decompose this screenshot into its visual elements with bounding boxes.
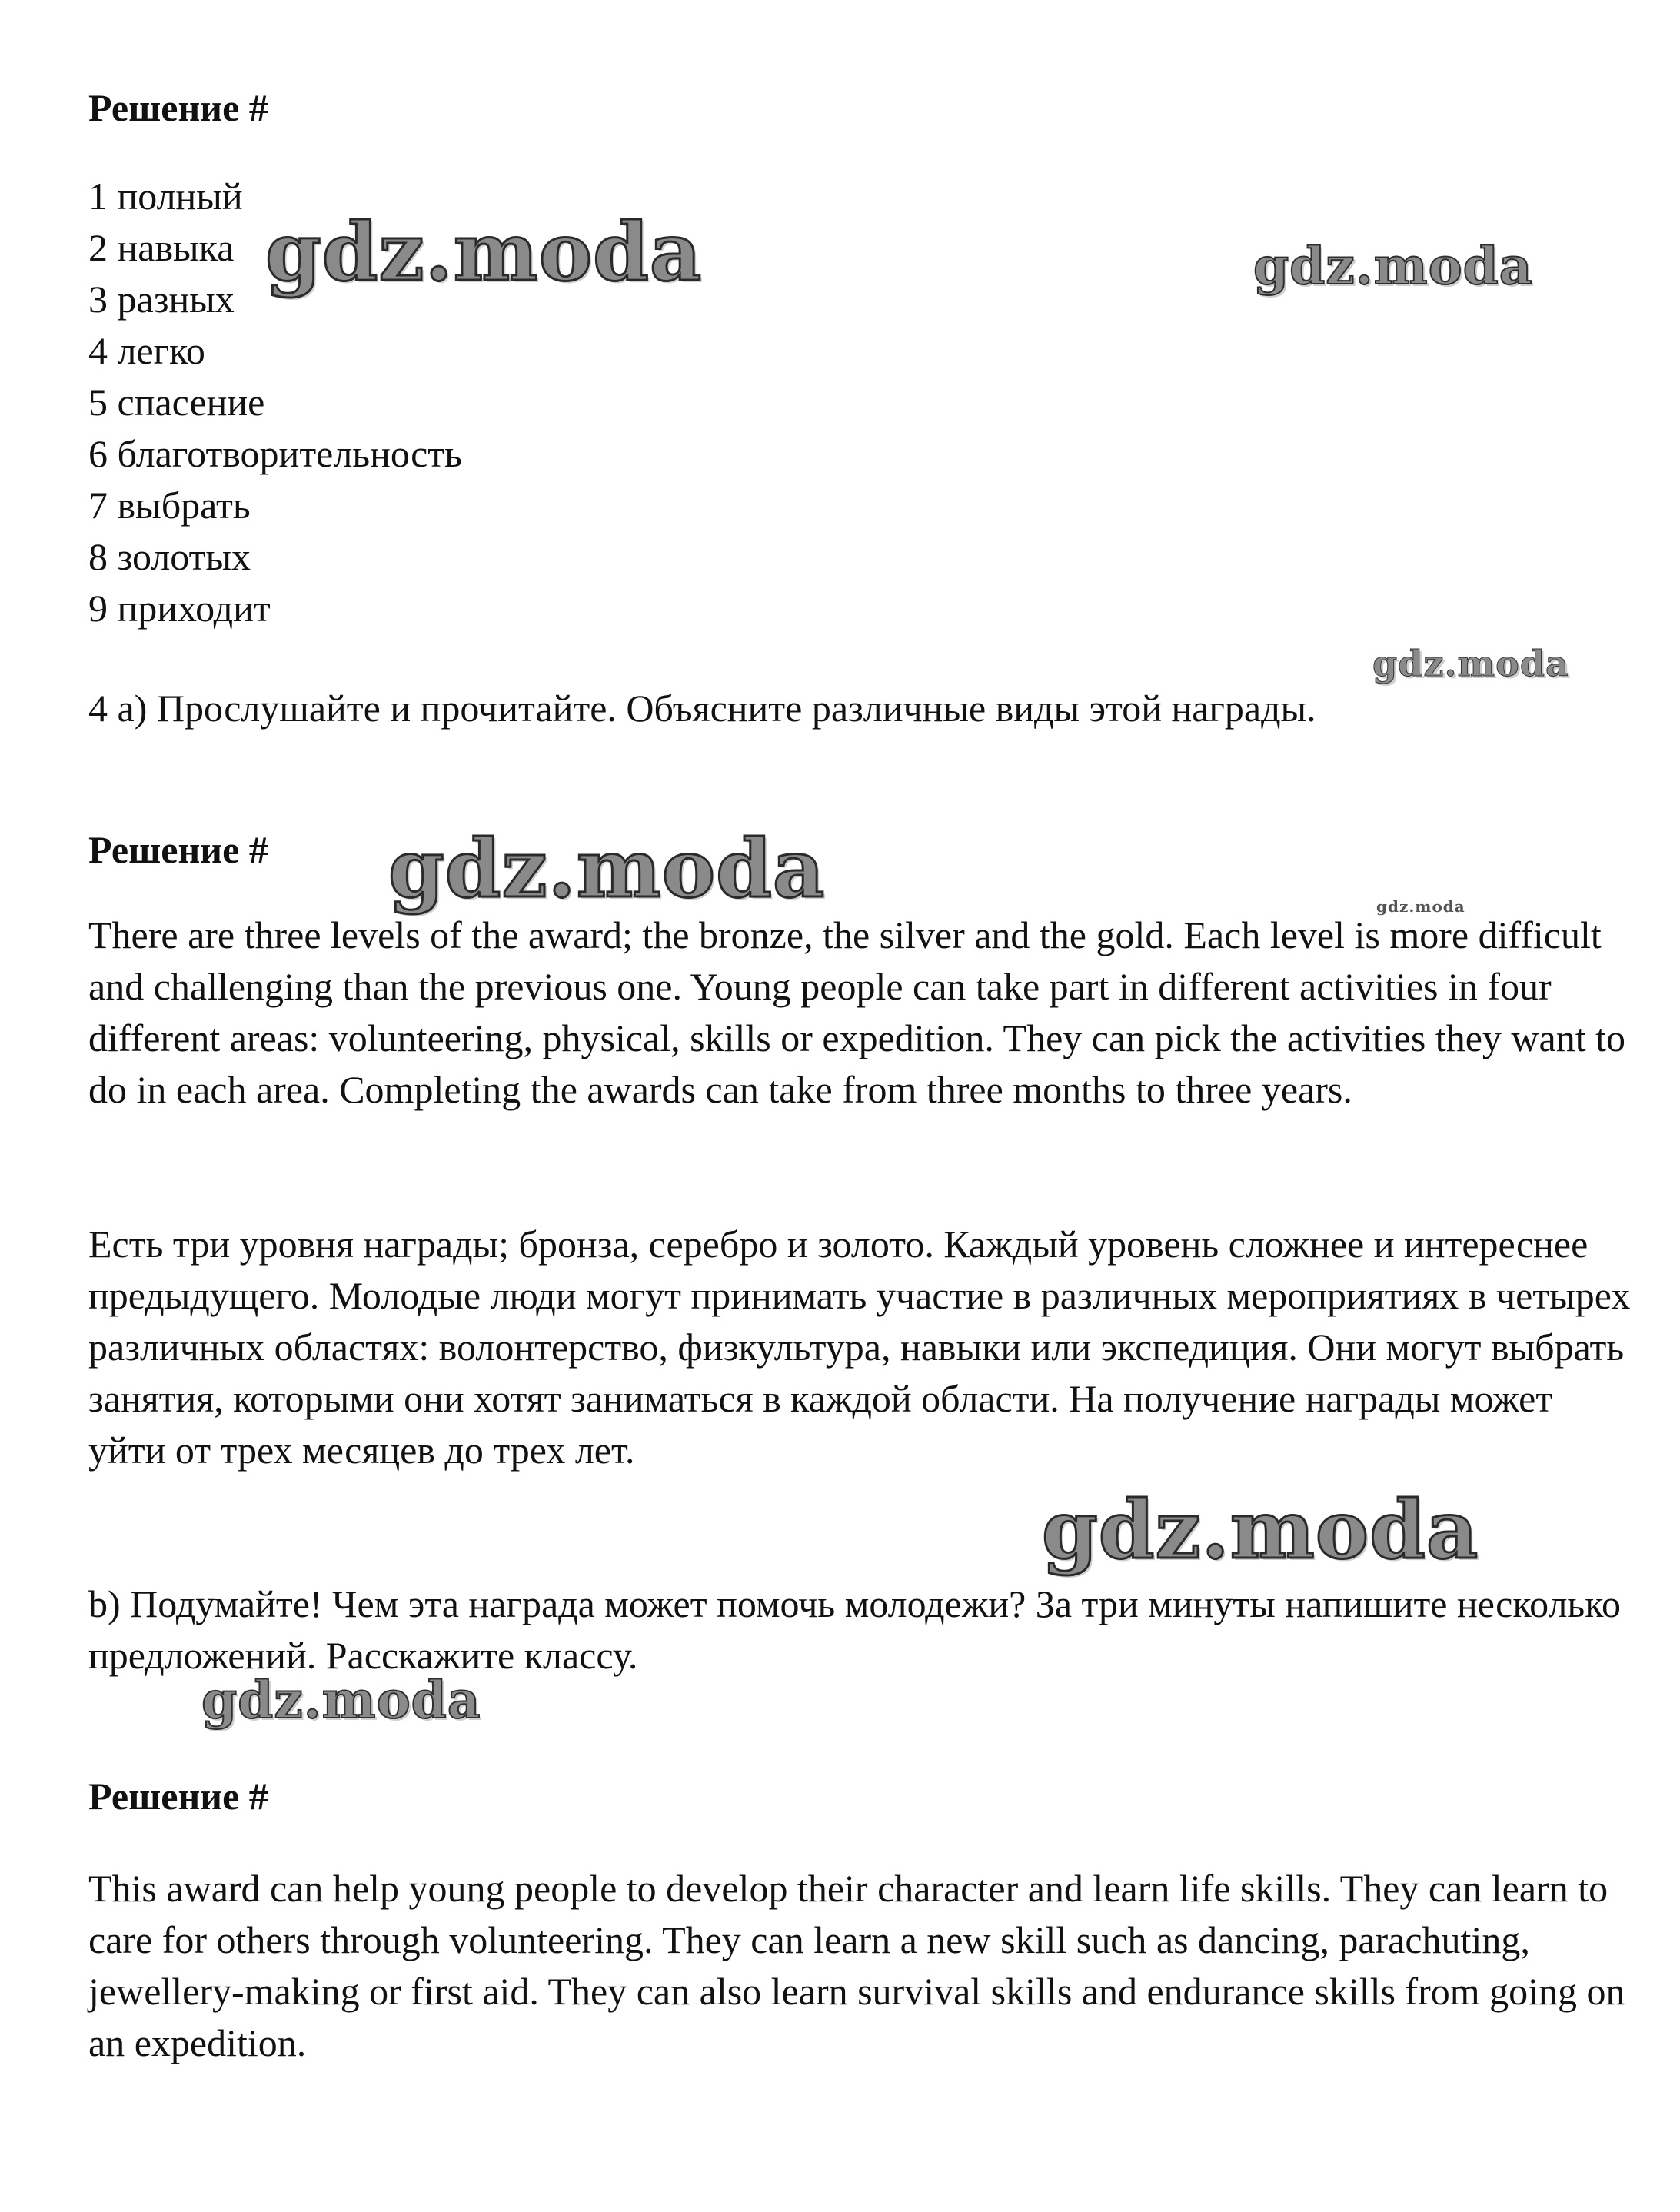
solution-heading-3: Решение # — [88, 1775, 268, 1818]
watermark-logo: gdz.moda — [201, 1670, 481, 1730]
solution-heading-2: Решение # — [88, 828, 268, 871]
watermark-logo: gdz.moda — [265, 205, 703, 299]
solution-heading-1: Решение # — [88, 86, 268, 129]
watermark-logo: gdz.moda — [1042, 1482, 1479, 1577]
watermark-logo: gdz.moda — [1253, 236, 1533, 296]
answer-item: 2 навыка — [88, 226, 235, 269]
answer-item: 9 приходит — [88, 587, 271, 630]
answer-item: 4 легко — [88, 329, 205, 372]
watermark-logo: gdz.moda — [388, 821, 826, 916]
answer-item: 5 спасение — [88, 381, 265, 424]
task-4a-instruction: 4 a) Прослушайте и прочитайте. Объясните различные виды этой награды. — [88, 687, 1316, 730]
watermark-logo: gdz.moda — [1372, 643, 1569, 684]
task-4b-instruction: b) Подумайте! Чем эта награда может помочь молодежи? За три минуты напишите несколько предложений. Расскажите классу. — [88, 1582, 1621, 1677]
answer-item: 6 благотворительность — [88, 432, 462, 475]
answer-item: 7 выбрать — [88, 484, 251, 527]
watermark-logo: gdz.moda — [1376, 897, 1465, 916]
answer-item: 8 золотых — [88, 535, 251, 578]
answer-english-text: There are three levels of the award; the bronze, the silver and the gold. Each level is more difficult and challenging than the previous one. Young people can take part in different activities in four different areas: volunteering, physical, skills or expedition. They can pick the activities they want to do in each area. Completing the awards can take from three months to three years. — [88, 913, 1625, 1111]
answer-russian-text: Есть три уровня награды; бронза, серебро и золото. Каждый уровень сложнее и интереснее предыдущего. Молодые люди могут принимать участие в различных мероприятиях в четырех различных областях: волонтерство, физкультура, навыки или экспедиция. Они могут выбрать занятия, которыми они хотят заниматься в каждой области. На получение награды может уйти от трех месяцев до трех лет. — [88, 1222, 1631, 1472]
answer-item: 1 полный — [88, 175, 243, 218]
answer-item: 3 разных — [88, 278, 235, 321]
answer-english-text-2: This award can help young people to develop their character and learn life skills. They can learn to care for others through volunteering. They can learn a new skill such as dancing, parachuting, jewellery-making or first aid. They can also learn survival skills and endurance skills from going on an expedition. — [88, 1867, 1625, 2064]
